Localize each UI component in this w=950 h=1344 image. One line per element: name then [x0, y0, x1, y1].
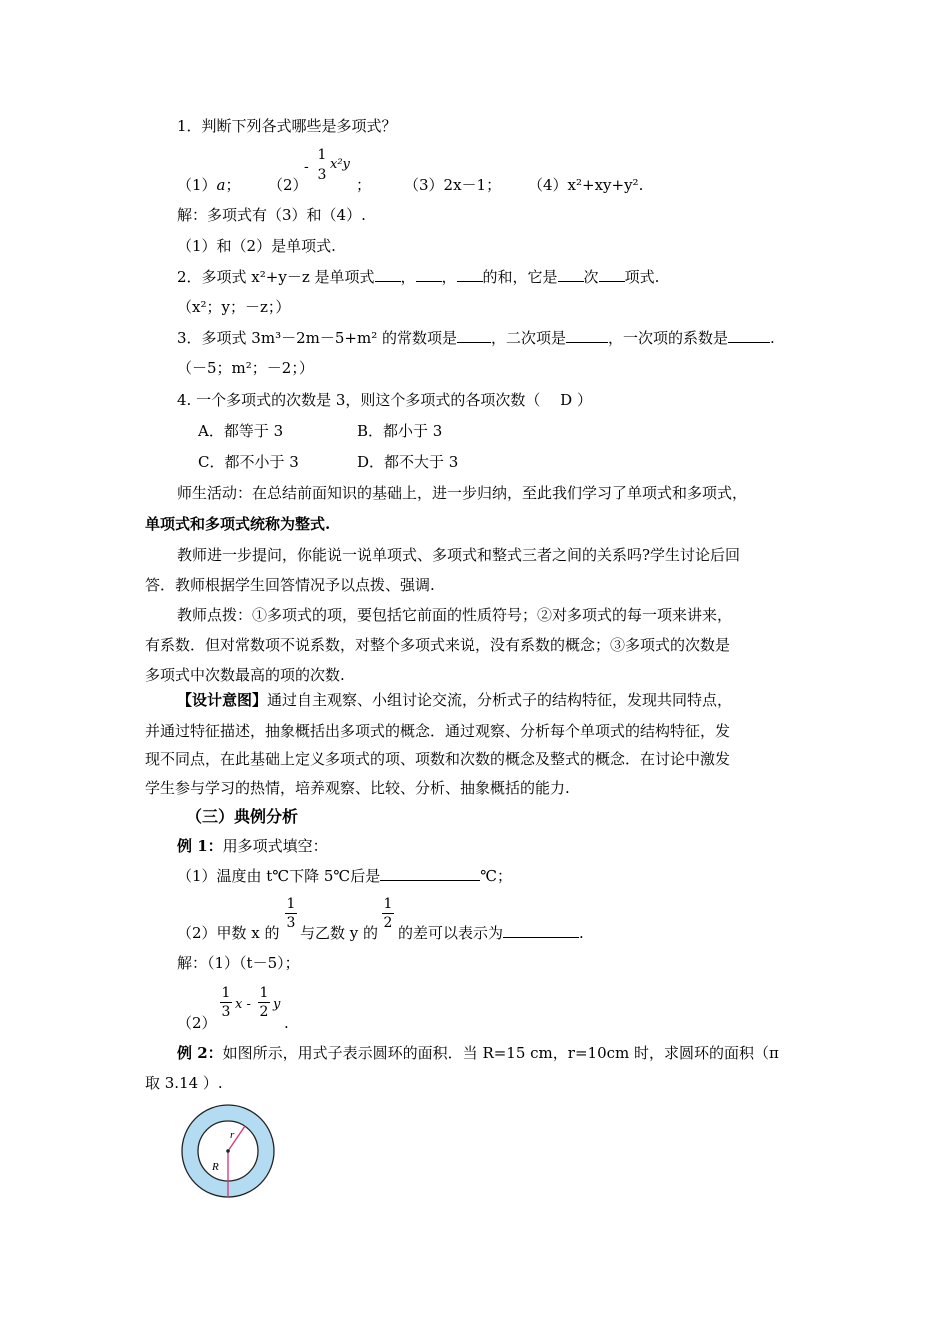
q2-question: 2．多项式 x²+y－z 是单项式 ， ， 的和，它是 次 项式.: [177, 268, 660, 286]
q3-blank-1[interactable]: [457, 328, 491, 343]
example1-blank-1[interactable]: [380, 866, 480, 881]
example1-solution-fraction-2: 1 2: [259, 985, 269, 1020]
q3-blank-3[interactable]: [728, 328, 770, 343]
example2-line2: 取 3.14 ）.: [145, 1074, 223, 1092]
activity-p1-line2: 单项式和多项式统称为整式.: [145, 515, 331, 533]
q4-option-d: D．都不大于 3: [357, 453, 459, 471]
example1-blank-2[interactable]: [503, 923, 579, 938]
q1-answer-2: （1）和（2）是单项式.: [177, 237, 336, 255]
q2-blank-4[interactable]: [558, 267, 584, 282]
example2-line1: 例 2：如图所示，用式子表示圆环的面积．当 R=15 cm，r=10cm 时，求圆环的面积（π: [177, 1044, 779, 1062]
activity-p2-line1: 教师进一步提问，你能说一说单项式、多项式和整式三者之间的关系吗?学生讨论后回: [177, 546, 741, 564]
q1-answer-1: 解：多项式有（3）和（4）.: [177, 206, 366, 224]
q1-option-2-fraction: 1 3: [317, 147, 327, 183]
center-point: [226, 1149, 230, 1153]
q2-answer: （x²；y；－z；）: [177, 298, 291, 316]
q2-blank-3[interactable]: [457, 267, 483, 282]
example1-item2-start: （2）甲数 x 的: [177, 924, 280, 942]
activity-p2-line2: 答．教师根据学生回答情况予以点拨、强调.: [145, 576, 435, 594]
activity-p3-line3: 多项式中次数最高的项的次数.: [145, 666, 345, 684]
example1-fraction-b: 1 2: [383, 896, 393, 931]
q1-option-4: （4）x²+xy+y².: [528, 176, 644, 194]
example1-solution-tail: y: [273, 997, 281, 1012]
activity-p3-line2: 有系数．但对常数项不说系数，对整个多项式来说，没有系数的概念；③多项式的次数是: [145, 636, 731, 654]
section-title: （三）典例分析: [186, 807, 299, 826]
q2-blank-5[interactable]: [599, 267, 625, 282]
example1-solution-1: 解：（1）（t－5）；: [177, 954, 300, 972]
design-line3: 现不同点，在此基础上定义多项式的项、项数和次数的概念及整式的概念．在讨论中激发: [145, 750, 731, 768]
example1-item2-end: 的差可以表示为 .: [398, 924, 584, 942]
q1-option-2-label: （2）: [268, 176, 308, 194]
example1-item2-mid: 与乙数 y 的: [300, 924, 379, 942]
design-line2: 并通过特征描述，抽象概括出多项式的概念．通过观察、分析每个单项式的结构特征，发: [145, 722, 731, 740]
activity-p1-line1: 师生活动：在总结前面知识的基础上，进一步归纳，至此我们学习了单项式和多项式，: [177, 484, 748, 502]
design-line1: 【设计意图】通过自主观察、小组讨论交流，分析式子的结构特征，发现共同特点，: [177, 691, 733, 709]
q4-option-c: C．都不小于 3: [198, 453, 299, 471]
q1-option-2-end: ；: [356, 176, 372, 194]
q1-option-1: （1）a；: [177, 176, 241, 194]
q1-option-3: （3）2x－1；: [404, 176, 502, 194]
design-line4: 学生参与学习的热情，培养观察、比较、分析、抽象概括的能力.: [145, 779, 570, 797]
q4-question: 4. 一个多项式的次数是 3，则这个多项式的各项次数（ D ）: [177, 391, 592, 409]
example1-solution-2-label: （2）: [177, 1014, 217, 1032]
q1-option-2-sign: -: [304, 159, 309, 175]
outer-radius-label: R: [212, 1161, 219, 1173]
example1-solution-mid: x -: [235, 997, 251, 1012]
example1-solution-end: .: [284, 1014, 289, 1032]
example1-title: 例 1：用多项式填空：: [177, 837, 328, 855]
annulus-figure: [178, 1104, 278, 1200]
q1-option-2-expression: x²y: [330, 157, 350, 172]
example1-solution-fraction-1: 1 3: [221, 985, 231, 1020]
example1-fraction-a: 1 3: [286, 896, 296, 931]
q4-option-b: B．都小于 3: [357, 422, 443, 440]
inner-radius-label: r: [230, 1129, 235, 1141]
q3-blank-2[interactable]: [566, 328, 608, 343]
q2-blank-2[interactable]: [416, 267, 442, 282]
q4-option-a: A．都等于 3: [198, 422, 284, 440]
example1-item1: （1）温度由 t℃下降 5℃后是 ℃；: [177, 867, 512, 885]
q1-title: 1．判断下列各式哪些是多项式？: [177, 117, 397, 135]
q2-blank-1[interactable]: [375, 267, 401, 282]
q3-question: 3．多项式 3m³－2m－5+m² 的常数项是 ，二次项是 ，一次项的系数是 .: [177, 329, 775, 347]
q3-answer: （－5；m²；－2；）: [177, 359, 314, 377]
activity-p3-line1: 教师点拨：①多项式的项，要包括它前面的性质符号；②对多项式的每一项来讲来，: [177, 606, 733, 624]
